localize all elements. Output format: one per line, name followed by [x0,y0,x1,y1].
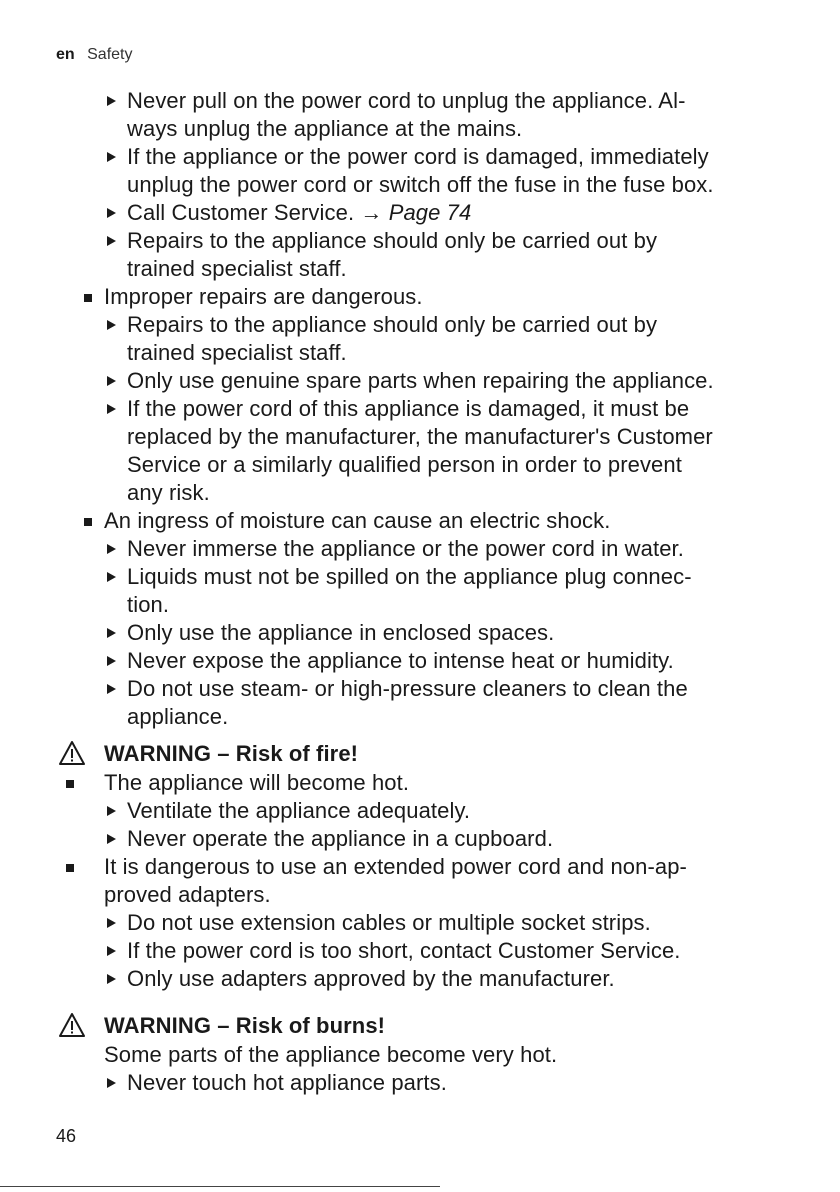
arrow-bullet-icon [107,404,116,414]
instruction: Only use adapters approved by the manufacturer. [127,966,615,991]
footer-rule [0,1186,440,1187]
warning-triangle-icon [58,1012,86,1038]
section-name: Safety [87,46,133,63]
instruction-continued: any risk. [127,480,210,505]
instruction-continued: trained specialist staff. [127,256,347,281]
square-bullet-icon [84,518,92,526]
arrow-bullet-icon [107,152,116,162]
square-bullet-icon [66,780,74,788]
square-bullet-icon [66,864,74,872]
arrow-bullet-icon [107,376,116,386]
arrow-bullet-icon [107,918,116,928]
instruction: If the appliance or the power cord is damaged, immediately [127,144,709,169]
arrow-bullet-icon [107,544,116,554]
instruction: If the power cord of this appliance is damaged, it must be [127,396,690,421]
arrow-bullet-icon [107,96,116,106]
instruction-continued: ways unplug the appliance at the mains. [127,116,523,141]
instruction-continued: trained specialist staff. [127,340,347,365]
arrow-bullet-icon [107,208,116,218]
instruction: Never pull on the power cord to unplug the appliance. Al- [127,88,686,113]
page-reference-link[interactable]: Page 74 [388,200,472,225]
instruction: Never expose the appliance to intense heat or humidity. [127,648,674,673]
instruction-continued: replaced by the manufacturer, the manufacturer's Customer [127,424,713,449]
square-bullet-icon [84,294,92,302]
instruction: Ventilate the appliance adequately. [127,798,471,823]
instruction: Never touch hot appliance parts. [127,1070,447,1095]
hazard-statement: An ingress of moisture can cause an electric shock. [104,508,611,533]
arrow-bullet-icon [107,946,116,956]
arrow-bullet-icon [107,684,116,694]
instruction: Never operate the appliance in a cupboard. [127,826,554,851]
arrow-bullet-icon [107,1078,116,1088]
arrow-bullet-icon [107,628,116,638]
instruction-continued: unplug the power cord or switch off the fuse in the fuse box. [127,172,714,197]
instruction: If the power cord is too short, contact Customer Service. [127,938,681,963]
hazard-statement: Improper repairs are dangerous. [104,284,423,309]
arrow-bullet-icon [107,974,116,984]
hazard-statement: The appliance will become hot. [104,770,410,795]
arrow-bullet-icon [107,806,116,816]
warning-triangle-icon [58,740,86,766]
instruction-continued: appliance. [127,704,229,729]
instruction: Only use the appliance in enclosed spaces. [127,620,555,645]
instruction-continued: Service or a similarly qualified person in order to prevent [127,452,682,477]
instruction [127,199,471,227]
hazard-statement: It is dangerous to use an extended power cord and non-ap- [104,854,687,879]
hazard-statement: Some parts of the appliance become very hot. [104,1042,558,1067]
warning-title: WARNING – Risk of fire! [104,741,359,766]
arrow-bullet-icon [107,236,116,246]
arrow-bullet-icon [107,572,116,582]
running-header [56,46,132,64]
instruction: Repairs to the appliance should only be carried out by [127,312,658,337]
instruction: Do not use steam- or high-pressure cleaners to clean the [127,676,688,701]
arrow-bullet-icon [107,320,116,330]
hazard-statement-continued: proved adapters. [104,882,271,907]
page-number: 46 [56,1126,77,1146]
instruction-text: Call Customer Service. → [127,200,389,225]
arrow-bullet-icon [107,834,116,844]
warning-title: WARNING – Risk of burns! [104,1013,386,1038]
instruction: Do not use extension cables or multiple socket strips. [127,910,651,935]
language-code: en [56,46,75,63]
instruction: Liquids must not be spilled on the appliance plug connec- [127,564,692,589]
instruction: Only use genuine spare parts when repairing the appliance. [127,368,714,393]
instruction-continued: tion. [127,592,170,617]
instruction: Repairs to the appliance should only be carried out by [127,228,658,253]
arrow-bullet-icon [107,656,116,666]
instruction: Never immerse the appliance or the power cord in water. [127,536,684,561]
